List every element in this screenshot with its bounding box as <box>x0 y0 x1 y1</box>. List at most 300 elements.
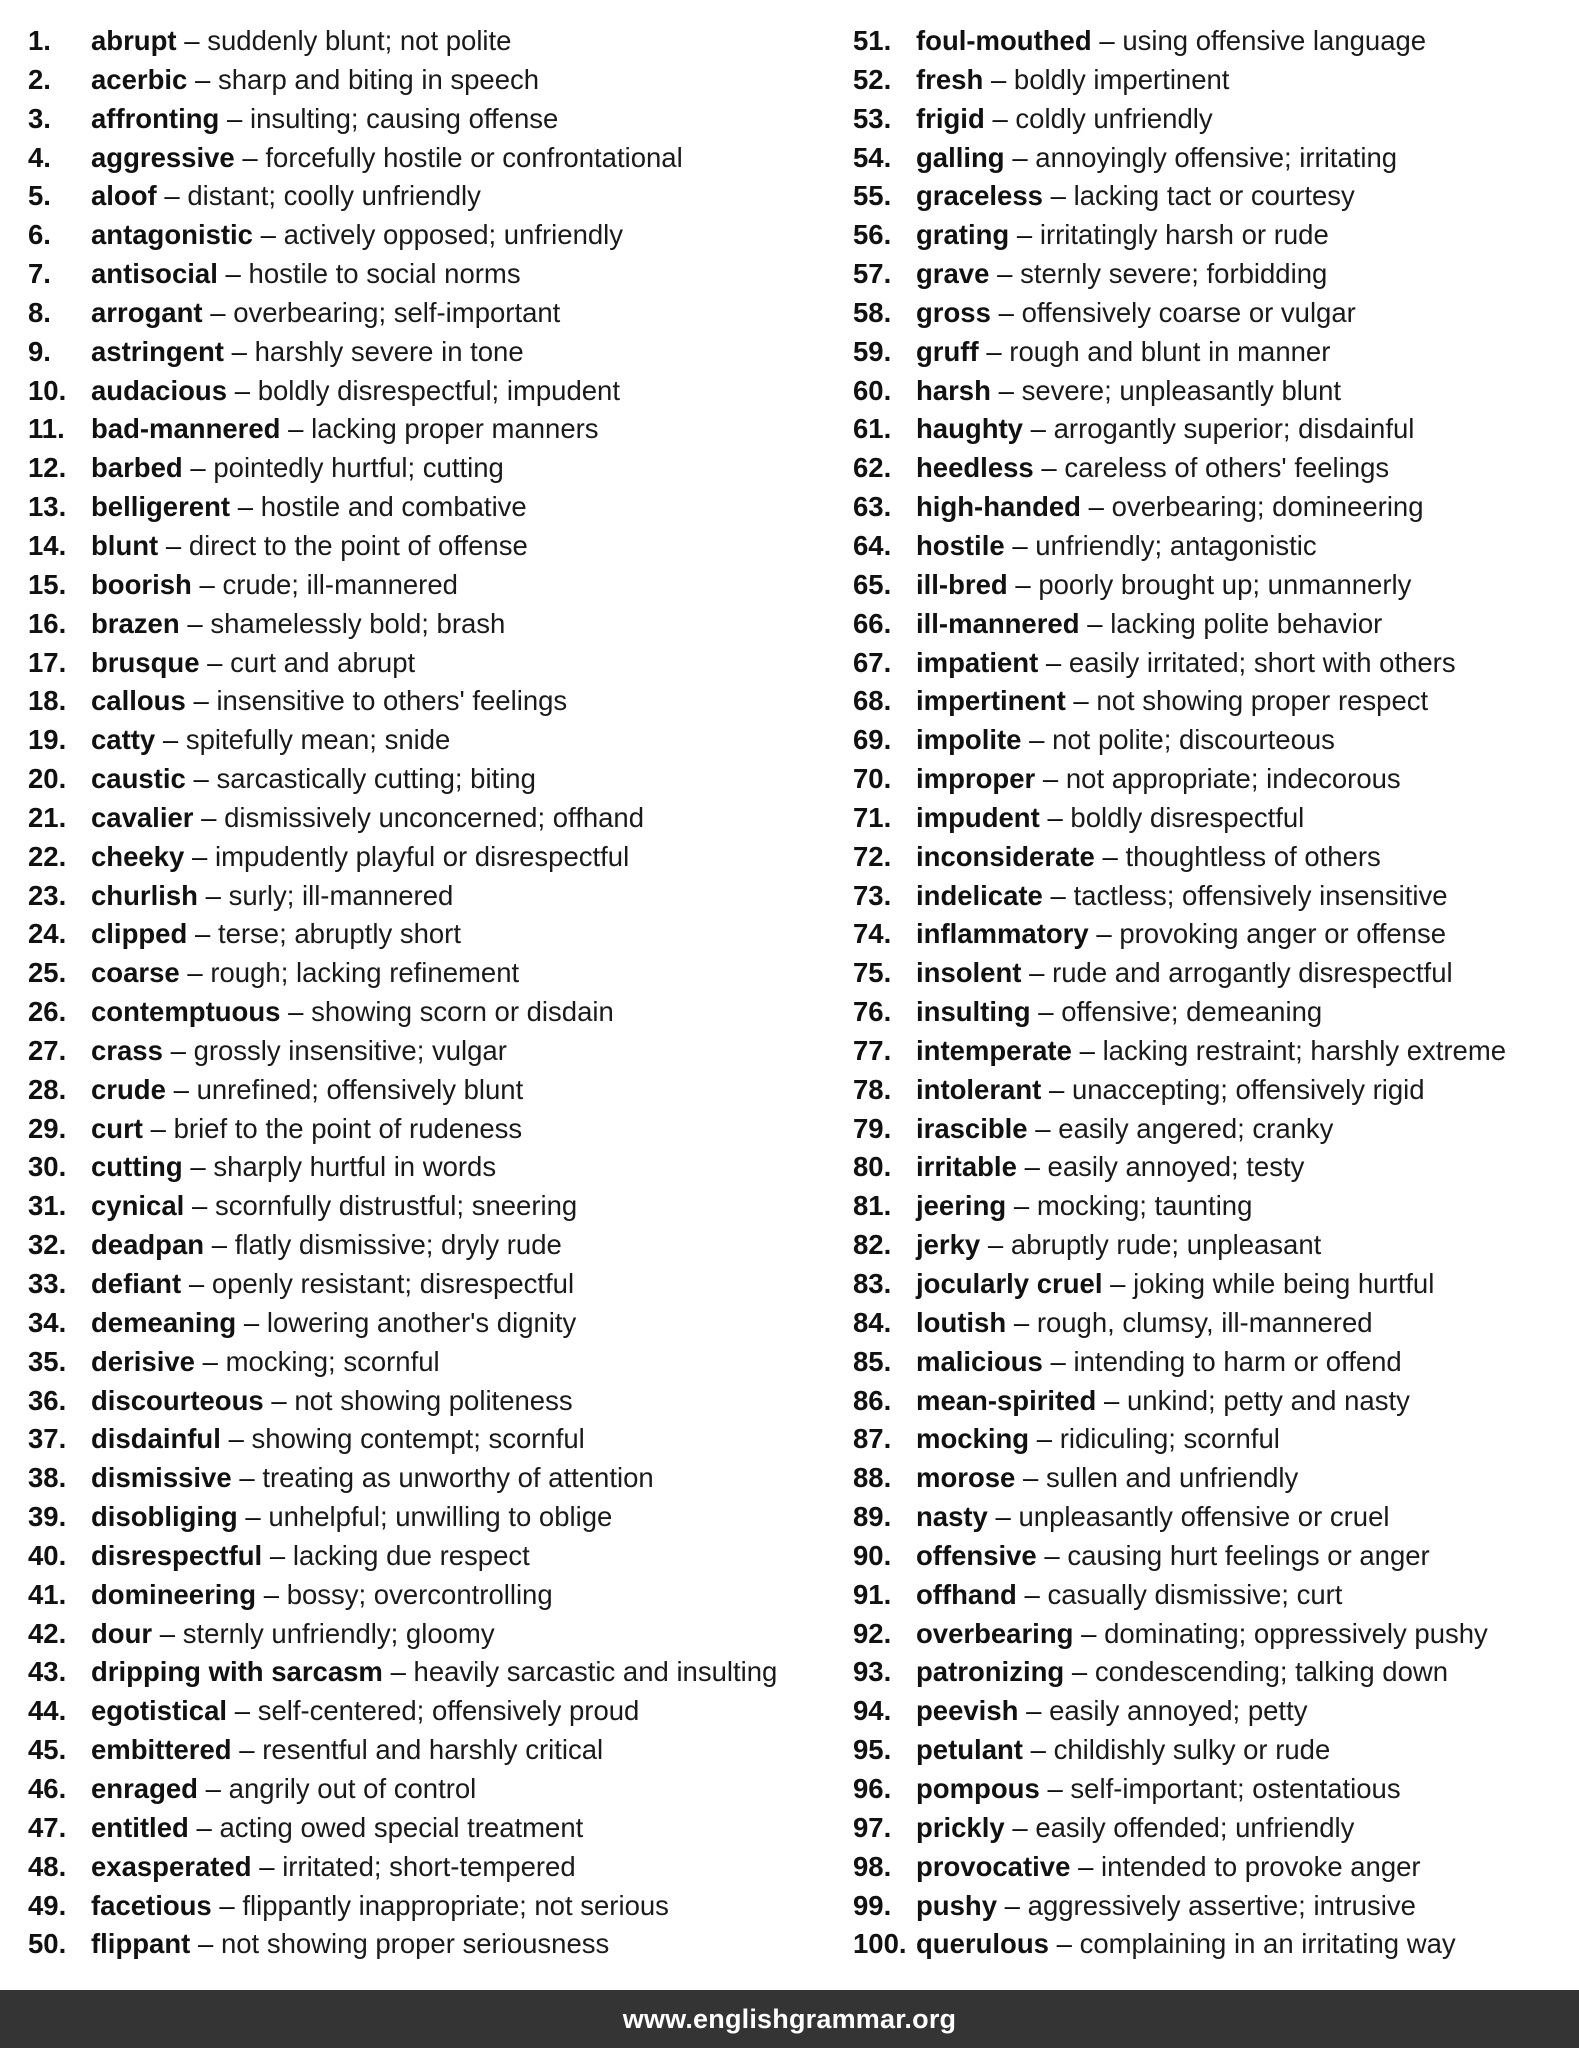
item-definition: boldly disrespectful; impudent <box>257 374 620 406</box>
item-number: 98. <box>853 1850 892 1882</box>
item-separator: – <box>202 1345 218 1377</box>
item-number: 55. <box>853 180 892 212</box>
list-item <box>853 1692 1573 1731</box>
item-number: 75. <box>853 957 892 989</box>
item-definition: hostile and combative <box>260 491 527 523</box>
item-definition: provoking anger or offense <box>1119 918 1447 950</box>
item-separator: – <box>225 258 241 290</box>
item-separator: – <box>390 1656 406 1688</box>
item-separator: – <box>1073 685 1089 717</box>
item-separator: – <box>245 1501 261 1533</box>
item-definition: easily angered; cranky <box>1058 1112 1334 1144</box>
item-word: querulous <box>916 1928 1049 1960</box>
item-separator: – <box>1079 1034 1095 1066</box>
word-list-right-column <box>853 22 1573 1964</box>
item-number: 92. <box>853 1617 892 1649</box>
item-separator: – <box>990 63 1007 95</box>
item-number: 81. <box>853 1190 892 1222</box>
item-word: gross <box>916 296 991 328</box>
item-word: disobliging <box>91 1501 238 1533</box>
list-item <box>28 644 828 683</box>
item-definition: mocking; taunting <box>1036 1190 1253 1222</box>
item-definition: tactless; offensively insensitive <box>1073 879 1448 911</box>
item-separator: – <box>1081 1617 1097 1649</box>
item-number: 99. <box>853 1889 892 1921</box>
item-word: galling <box>916 141 1005 173</box>
item-number: 68. <box>853 685 892 717</box>
item-definition: unrefined; offensively blunt <box>196 1073 524 1105</box>
list-item <box>853 22 1573 61</box>
item-number: 37. <box>28 1423 67 1455</box>
item-number: 23. <box>28 879 67 911</box>
item-word: flippant <box>91 1928 191 1960</box>
item-word: irascible <box>916 1112 1028 1144</box>
item-number: 14. <box>28 529 67 561</box>
item-separator: – <box>1102 840 1118 872</box>
item-definition: overbearing; self-important <box>233 296 561 328</box>
item-word: blunt <box>91 529 159 561</box>
item-separator: – <box>239 1462 255 1494</box>
list-item <box>28 177 828 216</box>
list-item <box>28 372 828 411</box>
item-definition: showing contempt; scornful <box>251 1423 585 1455</box>
item-definition: not polite; discourteous <box>1052 724 1335 756</box>
item-number: 50. <box>28 1928 67 1960</box>
item-number: 12. <box>28 452 67 484</box>
list-item <box>853 1770 1573 1809</box>
item-definition: angrily out of control <box>228 1772 477 1804</box>
list-item <box>853 139 1573 178</box>
item-separator: – <box>243 1306 260 1338</box>
list-item <box>853 449 1573 488</box>
item-word: gruff <box>916 335 979 367</box>
item-separator: – <box>1016 219 1033 251</box>
item-number: 58. <box>853 296 892 328</box>
list-item <box>28 877 828 916</box>
item-word: cavalier <box>91 801 194 833</box>
item-separator: – <box>196 1811 212 1843</box>
item-word: enraged <box>91 1772 198 1804</box>
list-item <box>853 1576 1573 1615</box>
item-definition: actively opposed; unfriendly <box>283 219 624 251</box>
item-separator: – <box>219 1889 235 1921</box>
item-definition: unpleasantly offensive or cruel <box>1018 1501 1390 1533</box>
item-word: demeaning <box>91 1306 237 1338</box>
item-number: 97. <box>853 1811 892 1843</box>
item-word: aggressive <box>91 141 235 173</box>
item-word: harsh <box>916 374 991 406</box>
item-separator: – <box>1047 1772 1063 1804</box>
item-number: 88. <box>853 1462 892 1494</box>
list-item <box>853 954 1573 993</box>
item-number: 61. <box>853 413 892 445</box>
item-word: pompous <box>916 1772 1040 1804</box>
item-number: 17. <box>28 646 67 678</box>
list-item <box>28 22 828 61</box>
item-number: 72. <box>853 840 892 872</box>
list-item <box>28 1692 828 1731</box>
item-definition: surly; ill-mannered <box>228 879 454 911</box>
list-item <box>28 915 828 954</box>
item-word: petulant <box>916 1734 1023 1766</box>
list-item <box>853 333 1573 372</box>
list-item <box>28 1420 828 1459</box>
item-definition: not showing proper respect <box>1096 685 1429 717</box>
item-definition: casually dismissive; curt <box>1047 1578 1343 1610</box>
item-separator: – <box>1041 452 1057 484</box>
item-separator: – <box>1087 607 1103 639</box>
list-item <box>853 1925 1573 1964</box>
item-separator: – <box>164 180 180 212</box>
item-word: grating <box>916 219 1010 251</box>
item-separator: – <box>1078 1850 1094 1882</box>
item-separator: – <box>995 1501 1011 1533</box>
item-separator: – <box>228 1423 244 1455</box>
item-separator: – <box>165 529 182 561</box>
item-separator: – <box>150 1112 166 1144</box>
item-separator: – <box>159 1617 176 1649</box>
item-separator: – <box>211 1229 228 1261</box>
list-item <box>853 1459 1573 1498</box>
item-number: 94. <box>853 1695 892 1727</box>
item-definition: flatly dismissive; dryly rude <box>234 1229 562 1261</box>
item-definition: condescending; talking down <box>1094 1656 1449 1688</box>
item-number: 4. <box>28 141 51 173</box>
list-item <box>28 139 828 178</box>
list-item <box>28 1071 828 1110</box>
item-word: brusque <box>91 646 200 678</box>
item-separator: – <box>992 102 1008 134</box>
item-separator: – <box>234 374 250 406</box>
item-separator: – <box>1012 529 1028 561</box>
item-definition: careless of others' feelings <box>1064 452 1390 484</box>
item-word: curt <box>91 1112 143 1144</box>
item-definition: distant; coolly unfriendly <box>187 180 481 212</box>
list-item <box>28 1653 828 1692</box>
item-word: belligerent <box>91 491 231 523</box>
item-separator: – <box>195 63 211 95</box>
item-separator: – <box>242 141 258 173</box>
item-definition: lacking tact or courtesy <box>1073 180 1355 212</box>
item-number: 10. <box>28 374 67 406</box>
item-word: cutting <box>91 1151 183 1183</box>
item-word: contemptuous <box>91 996 281 1028</box>
item-separator: – <box>1042 763 1059 795</box>
item-definition: sternly unfriendly; gloomy <box>182 1617 495 1649</box>
item-definition: easily irritated; short with others <box>1068 646 1456 678</box>
item-definition: dismissively unconcerned; offhand <box>224 801 645 833</box>
item-definition: unfriendly; antagonistic <box>1035 529 1317 561</box>
item-number: 9. <box>28 335 51 367</box>
item-separator: – <box>1045 646 1062 678</box>
item-separator: – <box>1048 1073 1065 1105</box>
item-definition: sharp and biting in speech <box>218 63 540 95</box>
item-word: dour <box>91 1617 153 1649</box>
item-word: facetious <box>91 1889 212 1921</box>
item-definition: forcefully hostile or confrontational <box>265 141 683 173</box>
item-number: 42. <box>28 1617 67 1649</box>
item-number: 30. <box>28 1151 67 1183</box>
item-separator: – <box>193 763 209 795</box>
item-word: inconsiderate <box>916 840 1095 872</box>
item-definition: curt and abrupt <box>230 646 416 678</box>
item-word: patronizing <box>916 1656 1065 1688</box>
item-definition: aggressively assertive; intrusive <box>1027 1889 1416 1921</box>
item-separator: – <box>201 801 217 833</box>
item-number: 59. <box>853 335 892 367</box>
item-definition: easily offended; unfriendly <box>1035 1811 1355 1843</box>
item-definition: insensitive to others' feelings <box>216 685 568 717</box>
list-item <box>853 100 1573 139</box>
item-separator: – <box>234 1695 250 1727</box>
item-number: 78. <box>853 1073 892 1105</box>
item-definition: severe; unpleasantly blunt <box>1021 374 1342 406</box>
list-item <box>853 1420 1573 1459</box>
item-separator: – <box>269 1539 286 1571</box>
list-item <box>853 1382 1573 1421</box>
item-word: malicious <box>916 1345 1043 1377</box>
item-word: jocularly cruel <box>916 1268 1103 1299</box>
item-separator: – <box>1023 1462 1039 1494</box>
item-definition: lacking polite behavior <box>1110 607 1383 639</box>
item-number: 16. <box>28 607 67 639</box>
item-number: 24. <box>28 918 67 950</box>
item-definition: self-important; ostentatious <box>1070 1772 1401 1804</box>
item-number: 7. <box>28 258 51 290</box>
item-word: pushy <box>916 1889 997 1921</box>
list-item <box>853 1653 1573 1692</box>
item-definition: easily annoyed; petty <box>1049 1695 1308 1727</box>
item-word: acerbic <box>91 63 188 95</box>
item-number: 33. <box>28 1268 67 1299</box>
item-number: 3. <box>28 102 51 134</box>
item-definition: boldly impertinent <box>1013 63 1230 95</box>
footer-url[interactable]: www.englishgrammar.org <box>622 2004 957 2034</box>
list-item <box>853 177 1573 216</box>
item-word: inflammatory <box>916 918 1089 950</box>
item-number: 22. <box>28 840 67 872</box>
item-number: 20. <box>28 763 67 795</box>
item-word: abrupt <box>91 25 177 56</box>
item-separator: – <box>190 452 206 484</box>
item-number: 43. <box>28 1656 67 1688</box>
item-separator: – <box>187 957 203 989</box>
list-item <box>853 1537 1573 1576</box>
item-word: cynical <box>91 1190 185 1222</box>
item-definition: ridiculing; scornful <box>1059 1423 1280 1455</box>
item-separator: – <box>1096 918 1112 950</box>
item-number: 65. <box>853 568 892 600</box>
item-separator: – <box>1050 180 1066 212</box>
list-item <box>28 1382 828 1421</box>
item-definition: bossy; overcontrolling <box>286 1578 553 1610</box>
item-definition: terse; abruptly short <box>217 918 461 950</box>
item-number: 90. <box>853 1539 892 1571</box>
item-separator: – <box>1050 879 1066 911</box>
list-item <box>853 1615 1573 1654</box>
list-item <box>28 838 828 877</box>
item-word: heedless <box>916 452 1034 484</box>
list-item <box>853 1187 1573 1226</box>
list-item <box>853 372 1573 411</box>
item-separator: – <box>263 1578 279 1610</box>
list-item <box>28 993 828 1032</box>
item-number: 25. <box>28 957 67 989</box>
item-number: 85. <box>853 1345 892 1377</box>
item-definition: suddenly blunt; not polite <box>207 25 512 56</box>
item-number: 38. <box>28 1462 67 1494</box>
item-definition: arrogantly superior; disdainful <box>1053 413 1415 445</box>
item-separator: – <box>1047 801 1063 833</box>
item-number: 27. <box>28 1034 67 1066</box>
list-item <box>28 216 828 255</box>
item-definition: direct to the point of offense <box>188 529 528 561</box>
item-word: catty <box>91 724 156 756</box>
item-number: 11. <box>28 413 65 445</box>
item-separator: – <box>1013 1190 1030 1222</box>
item-definition: lowering another's dignity <box>266 1306 577 1338</box>
item-word: improper <box>916 763 1036 795</box>
item-word: impudent <box>916 801 1040 833</box>
item-definition: causing hurt feelings or anger <box>1067 1539 1430 1571</box>
item-number: 73. <box>853 879 892 911</box>
item-word: fresh <box>916 63 984 95</box>
item-definition: flippantly inappropriate; not serious <box>242 1889 669 1921</box>
item-separator: – <box>1029 957 1045 989</box>
item-definition: not showing proper seriousness <box>220 1928 610 1960</box>
item-word: high-handed <box>916 491 1081 523</box>
list-item <box>28 1343 828 1382</box>
item-number: 44. <box>28 1695 67 1727</box>
item-number: 48. <box>28 1850 67 1882</box>
item-word: arrogant <box>91 296 203 328</box>
list-item <box>853 255 1573 294</box>
item-separator: – <box>1038 996 1054 1028</box>
item-separator: – <box>199 568 215 600</box>
list-item <box>853 1848 1573 1887</box>
list-item <box>28 100 828 139</box>
item-number: 64. <box>853 529 892 561</box>
item-word: graceless <box>916 180 1043 212</box>
item-definition: lacking proper manners <box>311 413 599 445</box>
item-definition: complaining in an irritating way <box>1079 1928 1456 1960</box>
item-definition: spitefully mean; snide <box>185 724 451 756</box>
item-word: antagonistic <box>91 219 253 251</box>
item-separator: – <box>237 491 254 523</box>
item-word: haughty <box>916 413 1023 445</box>
item-number: 36. <box>28 1384 67 1416</box>
item-separator: – <box>1013 1306 1030 1338</box>
item-number: 82. <box>853 1229 892 1261</box>
list-item <box>853 993 1573 1032</box>
list-item <box>28 1925 828 1964</box>
item-definition: boldly disrespectful <box>1070 801 1305 833</box>
item-word: offensive <box>916 1539 1037 1571</box>
item-definition: sullen and unfriendly <box>1046 1462 1299 1494</box>
item-separator: – <box>986 335 1002 367</box>
item-definition: acting owed special treatment <box>219 1811 584 1843</box>
list-item <box>28 1576 828 1615</box>
item-definition: irritated; short-tempered <box>282 1850 576 1882</box>
item-definition: intended to provoke anger <box>1101 1850 1421 1882</box>
list-item <box>28 1887 828 1926</box>
item-word: coarse <box>91 957 180 989</box>
item-separator: – <box>1030 1734 1046 1766</box>
list-item <box>28 1187 828 1226</box>
item-number: 34. <box>28 1306 67 1338</box>
list-item <box>28 1265 828 1304</box>
item-word: prickly <box>916 1811 1005 1843</box>
item-separator: – <box>1029 724 1045 756</box>
list-item <box>853 216 1573 255</box>
list-item <box>853 294 1573 333</box>
item-separator: – <box>1024 1578 1040 1610</box>
item-definition: overbearing; domineering <box>1111 491 1424 523</box>
item-number: 95. <box>853 1734 892 1766</box>
item-separator: – <box>260 219 276 251</box>
item-definition: insulting; causing offense <box>249 102 559 134</box>
item-number: 2. <box>28 63 51 95</box>
item-number: 19. <box>28 724 67 756</box>
list-item <box>853 1071 1573 1110</box>
item-word: disrespectful <box>91 1539 263 1571</box>
item-definition: lacking restraint; harshly extreme <box>1102 1034 1507 1066</box>
item-definition: shamelessly bold; brash <box>210 607 506 639</box>
item-number: 21. <box>28 801 67 833</box>
item-number: 28. <box>28 1073 67 1105</box>
list-item <box>28 605 828 644</box>
item-word: jerky <box>916 1229 981 1261</box>
list-item <box>853 410 1573 449</box>
item-number: 71. <box>853 801 892 833</box>
item-number: 52. <box>853 63 892 95</box>
item-separator: – <box>205 1772 221 1804</box>
list-item <box>853 1887 1573 1926</box>
list-item <box>853 682 1573 721</box>
list-item <box>28 1615 828 1654</box>
list-item <box>853 527 1573 566</box>
list-item <box>853 760 1573 799</box>
item-word: egotistical <box>91 1695 228 1727</box>
list-item <box>28 255 828 294</box>
item-number: 49. <box>28 1889 67 1921</box>
item-number: 91. <box>853 1578 892 1610</box>
list-item <box>28 527 828 566</box>
item-definition: annoyingly offensive; irritating <box>1035 141 1398 173</box>
list-item <box>28 1848 828 1887</box>
list-item <box>853 1265 1573 1304</box>
item-definition: joking while being hurtful <box>1133 1268 1435 1299</box>
item-separator: – <box>259 1850 275 1882</box>
list-item <box>853 838 1573 877</box>
item-word: exasperated <box>91 1850 252 1882</box>
item-separator: – <box>193 685 209 717</box>
item-definition: rough, clumsy, ill-mannered <box>1036 1306 1373 1338</box>
item-definition: offensive; demeaning <box>1061 996 1323 1028</box>
item-separator: – <box>1036 1423 1053 1455</box>
item-word: antisocial <box>91 258 218 290</box>
item-word: provocative <box>916 1850 1071 1882</box>
item-number: 18. <box>28 685 67 717</box>
item-word: boorish <box>91 568 192 600</box>
item-definition: grossly insensitive; vulgar <box>193 1034 507 1066</box>
item-separator: – <box>191 840 208 872</box>
list-item <box>28 1226 828 1265</box>
list-item <box>853 915 1573 954</box>
list-item <box>853 1343 1573 1382</box>
list-item <box>28 1809 828 1848</box>
list-item <box>853 877 1573 916</box>
